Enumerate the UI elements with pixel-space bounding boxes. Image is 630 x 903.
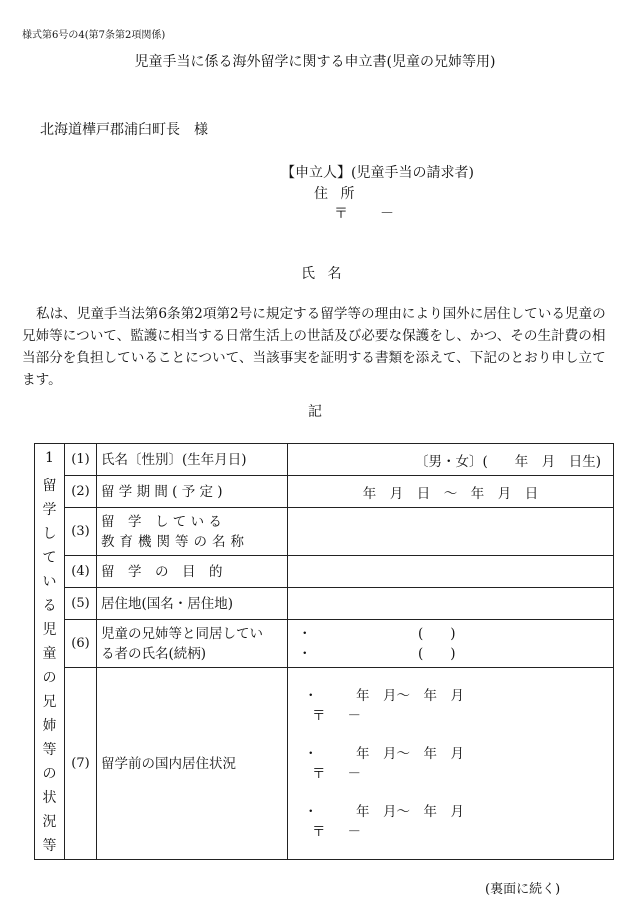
postal-dash: － xyxy=(347,707,361,724)
cohabitant-entry xyxy=(292,644,609,664)
bullet: ・ xyxy=(304,687,318,704)
postal-dash: － xyxy=(380,206,394,222)
address-label: 住 所 xyxy=(314,186,359,202)
postal-mark: 〒 xyxy=(312,765,326,782)
row-label: 留 学 期 間 ( 予 定 ) xyxy=(97,476,288,508)
relation-parens: ( ) xyxy=(418,625,456,642)
study-purpose-field[interactable] xyxy=(288,556,614,588)
table-row xyxy=(35,444,614,476)
postal-dash: － xyxy=(347,823,361,840)
section-title-char: 況 xyxy=(42,813,57,830)
postal-dash: － xyxy=(347,765,361,782)
row-number: (2) xyxy=(65,476,97,508)
study-period-field[interactable]: 年 月 日 ～ 年 月 日 xyxy=(288,476,614,508)
row-label: 留 学 の 目 的 xyxy=(97,556,288,588)
addressee: 北海道樺戸郡浦臼町長 様 xyxy=(40,122,208,138)
table-row xyxy=(35,668,614,860)
prior-residence-entry xyxy=(304,802,609,842)
section-title-char: し xyxy=(42,525,57,542)
document-title: 児童手当に係る海外留学に関する申立書(児童の兄姉等用) xyxy=(134,54,496,70)
postal-mark: 〒 xyxy=(334,206,348,222)
relation-parens: ( ) xyxy=(418,645,456,662)
status-table xyxy=(34,443,614,860)
prior-residence-entry xyxy=(304,686,609,726)
table-row xyxy=(35,588,614,620)
row-number: (1) xyxy=(65,444,97,476)
applicant-label: 【申立人】(児童手当の請求者) xyxy=(281,165,474,181)
table-row xyxy=(35,556,614,588)
row-number: (4) xyxy=(65,556,97,588)
section-title-char: 留 xyxy=(42,477,57,494)
period-text: 年 月～ 年 月 xyxy=(356,803,464,820)
row-label: 居住地(国名・居住地) xyxy=(97,588,288,620)
bullet: ・ xyxy=(304,803,318,820)
row-number: (5) xyxy=(65,588,97,620)
row-number: (6) xyxy=(65,620,97,668)
row-label: 留学前の国内居住状況 xyxy=(97,668,288,860)
section-title-char: の xyxy=(42,669,57,686)
postal-mark: 〒 xyxy=(312,707,326,724)
residence-field[interactable] xyxy=(288,588,614,620)
cohabitant-entry xyxy=(292,624,609,644)
postal-mark: 〒 xyxy=(312,823,326,840)
section-title-char: 児 xyxy=(42,621,57,638)
table-row xyxy=(35,508,614,556)
row-label-line: 児童の兄姉等と同居してい xyxy=(101,625,263,642)
institution-name-field[interactable] xyxy=(288,508,614,556)
section-title-char: 等 xyxy=(42,741,57,758)
table-row xyxy=(35,620,614,668)
period-text: 年 月～ 年 月 xyxy=(356,687,464,704)
row-label xyxy=(97,620,288,668)
name-gender-birth-field[interactable]: 〔男・女〕( 年 月 日生) xyxy=(288,444,614,476)
row-number: (7) xyxy=(65,668,97,860)
applicant-postal-code xyxy=(334,203,394,223)
section-title-char: の xyxy=(42,765,57,782)
ki-marker: 記 xyxy=(308,404,322,420)
section-title-char: 状 xyxy=(42,789,57,806)
section-title-char: て xyxy=(42,549,57,566)
section-title-vertical xyxy=(39,474,60,858)
prior-residence-field[interactable] xyxy=(288,668,614,860)
name-label: 氏 名 xyxy=(301,266,346,282)
prior-residence-entry xyxy=(304,744,609,784)
row-label-line: る者の氏名(続柄) xyxy=(101,645,207,662)
bullet: ・ xyxy=(298,645,312,662)
row-label-line: 留 学 し て い る xyxy=(101,513,222,530)
row-number: (3) xyxy=(65,508,97,556)
continue-note: (裏面に続く) xyxy=(485,882,561,897)
form-number: 様式第6号の4(第7条第2項関係) xyxy=(22,30,166,41)
section-title-char: る xyxy=(42,597,57,614)
bullet: ・ xyxy=(298,625,312,642)
statement-text: 私は、児童手当法第6条第2項第2号に規定する留学等の理由により国外に居住している児童の兄姉等について、監護に相当する日常生活上の世話及び必要な保護をし、かつ、その生計費の相当部分を負担していることについて、当該事実を証明する書類を添えて、下記のとおり申し立てます。 xyxy=(22,306,606,388)
row-label xyxy=(97,508,288,556)
period-text: 年 月～ 年 月 xyxy=(356,745,464,762)
section-title-char: 等 xyxy=(42,837,57,854)
section-title-char: 兄 xyxy=(42,693,57,710)
row-label: 氏名〔性別〕(生年月日) xyxy=(97,444,288,476)
table-row xyxy=(35,476,614,508)
bullet: ・ xyxy=(304,745,318,762)
row-label-line: 教育機関等の名称 xyxy=(101,533,249,550)
section-heading xyxy=(35,444,65,860)
section-title-char: い xyxy=(42,573,57,590)
cohabitant-field[interactable] xyxy=(288,620,614,668)
section-title-char: 童 xyxy=(42,645,57,662)
section-number: 1 xyxy=(45,449,54,466)
section-title-char: 学 xyxy=(42,501,57,518)
section-title-char: 姉 xyxy=(42,717,57,734)
